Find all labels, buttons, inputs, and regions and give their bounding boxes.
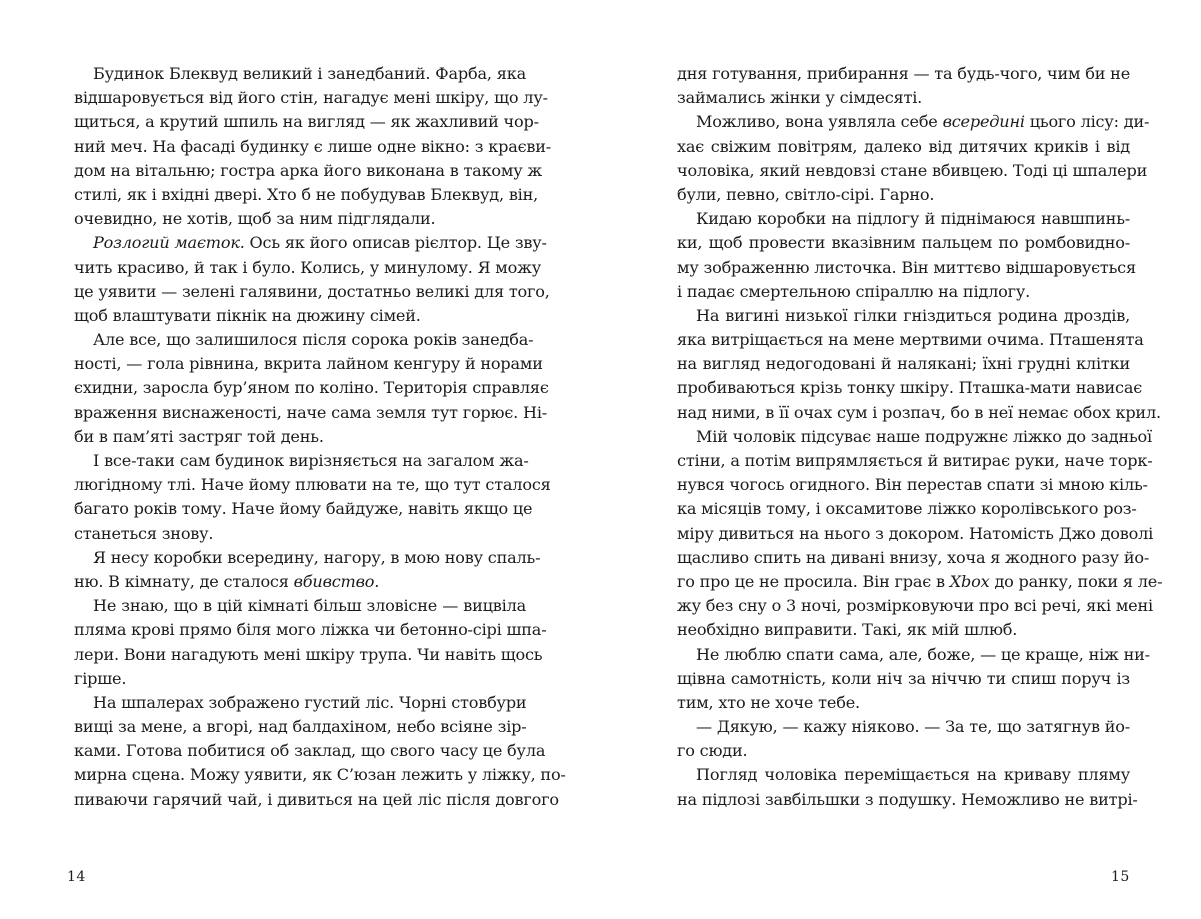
text-line: нувся чогось огидного. Він перестав спати зі мною кіль- (677, 475, 1148, 495)
text-line: відшаровується від його стін, нагадує мені шкіру, що лу- (74, 88, 548, 108)
text-line: го сюди. (677, 741, 748, 761)
text-line: щівна самотність, коли ніч за ніччю ти спиш поруч із (677, 668, 1130, 688)
text-line: єхидни, заросла бур’яном по коліно. Територія справляє (74, 378, 549, 398)
left-page-text (74, 62, 566, 812)
text-line: ками. Готова побитися об заклад, що свого часу це була (74, 741, 546, 761)
text-line: щасливо спить на дивані внизу, хоча я жодного разу йо- (677, 547, 1150, 567)
text-segment: . (374, 571, 380, 591)
text-line (677, 570, 1163, 594)
text-line: ки, щоб провести вказівним пальцем по ромбовидно- (677, 233, 1130, 253)
text-line: хає свіжим повітрям, далеко від дитячих криків і від (677, 136, 1130, 156)
text-segment: го про це не просила. Він грає в (677, 571, 950, 591)
text-line: стіни, а потім випрямляється й витирає руки, наче торк- (677, 451, 1153, 470)
text-line: ний меч. На фасаді будинку є лише одне вікно: з краєви- (74, 136, 552, 156)
text-line: Але все, що залишилося після сорока років занедба- (93, 330, 534, 350)
text-line: І все-таки сам будинок вирізняється на загалом жа- (93, 451, 529, 470)
text-line: були, певно, світло-сірі. Гарно. (677, 184, 935, 204)
text-line: дня готування, прибирання — та будь-чого, чим би не (677, 64, 1131, 83)
text-line: необхідно виправити. Такі, як мій шлюб. (677, 620, 1018, 640)
text-line: ка місяців тому, і оксамитове ліжко королівського роз- (677, 499, 1137, 519)
text-segment: цього лісу: ди- (1024, 112, 1150, 132)
text-line: займались жінки у сімдесяті. (677, 88, 923, 108)
text-line: Я несу коробки всередину, нагору, в мою нову спаль- (93, 547, 541, 567)
text-line: гірше. (74, 668, 127, 688)
text-line (74, 570, 526, 594)
text-segment: ню. В кімнату, де сталося (74, 571, 294, 591)
text-line: пиваючи гарячий чай, і дивиться на цей ліс після довгого (74, 789, 559, 809)
text-line: міру дивиться на нього з докором. Натомість Джо доволі (677, 523, 1154, 543)
text-line: люгідному тлі. Наче йому плювати на те, що тут сталося (74, 475, 551, 495)
left-page (0, 62, 600, 862)
text-segment: Можливо, вона уявляла себе (696, 112, 943, 132)
text-line: жу без сну о 3 ночі, розмірковуючи про всі речі, які мені (677, 596, 1153, 616)
text-line: би в пам’яті застряг той день. (74, 426, 324, 446)
text-line: му зображенню листочка. Він миттєво відшаровується (677, 257, 1136, 277)
italic-text: Xbox (949, 571, 990, 591)
text-line: мирна сцена. Можу уявити, як С’юзан лежить у ліжку, по- (74, 765, 566, 785)
text-line: на підлозі завбільшки з подушку. Неможливо не витрі- (677, 789, 1138, 809)
text-line (74, 231, 547, 255)
text-line: На шпалерах зображено густий ліс. Чорні стовбури (93, 692, 527, 712)
text-line: яка витріщається на мене мертвими очима. Пташенята (677, 330, 1144, 350)
text-line: — Дякую, — кажу ніяково. — За те, що затягнув йо- (696, 717, 1130, 737)
text-line: Погляд чоловіка переміщається на криваву пляму (696, 765, 1130, 785)
italic-text: всередині (942, 112, 1025, 132)
text-line: враження виснаженості, наче сама земля тут горює. Ні- (74, 402, 548, 422)
text-line: чить красиво, й так і було. Колись, у минулому. Я можу (74, 257, 541, 277)
page-number-left: 14 (67, 869, 86, 885)
right-page-text (677, 62, 1163, 812)
text-line: На вигині низької гілки гніздиться родина дроздів, (696, 305, 1130, 325)
italic-text: вбивство (293, 571, 375, 591)
text-line: на вигляд недогодовані й налякані; їхні грудні клітки (677, 354, 1130, 374)
text-line: пляма крові прямо біля мого ліжка чи бетонно-сірі шпа- (74, 620, 547, 640)
page-number-right: 15 (1111, 869, 1130, 885)
text-line: Не знаю, що в цій кімнаті більш зловісне — вицвіла (93, 596, 526, 616)
text-line: чоловіка, який невдовзі стане вбивцею. Тоді ці шпалери (677, 160, 1148, 180)
text-line: очевидно, не хотів, щоб за ним підглядали. (74, 209, 436, 229)
text-line: і падає смертельною спіраллю на підлогу. (677, 281, 1031, 301)
text-line: Мій чоловік підсуває наше подружнє ліжко до задньої (696, 426, 1152, 446)
text-line: над ними, в її очах сум і розпач, бо в неї немає обох крил. (677, 402, 1161, 422)
text-line: Кидаю коробки на підлогу й піднімаюся навшпинь- (696, 209, 1130, 229)
italic-text: Розлогий маєток. (93, 233, 245, 253)
text-line: вищі за мене, а вгорі, над балдахіном, небо всіяне зір- (74, 717, 527, 737)
text-line: Будинок Блеквуд великий і занедбаний. Фарба, яка (93, 64, 526, 83)
text-line: багато років тому. Наче йому байдуже, навіть якщо це (74, 499, 533, 519)
text-line: лери. Вони нагадують мені шкіру трупа. Чи навіть щось (74, 644, 543, 664)
text-line: станеться знову. (74, 523, 214, 543)
text-line: ності, — гола рівнина, вкрита лайном кенгуру й норами (74, 354, 543, 374)
right-page (600, 62, 1201, 862)
text-line: стилі, як і вхідні двері. Хто б не побудував Блеквуд, він, (74, 184, 539, 204)
text-line: це уявити — зелені галявини, достатньо великі для того, (74, 281, 550, 301)
text-line: щоб влаштувати пікнік на дюжину сімей. (74, 305, 421, 325)
text-line (677, 110, 1150, 134)
text-segment: Ось як його описав рієлтор. Це зву- (244, 233, 547, 253)
text-line: пробиваються крізь тонку шкіру. Пташка-мати нависає (677, 378, 1143, 398)
text-line: Не люблю спати сама, але, боже, — це краще, ніж ни- (696, 644, 1150, 664)
text-line: тим, хто не хоче тебе. (677, 692, 860, 712)
text-line: дом на вітальню; гостра арка його виконана в такому ж (74, 160, 543, 180)
text-segment: до ранку, поки я ле- (989, 571, 1163, 591)
text-line: щиться, а крутий шпиль на вигляд — як жахливий чор- (74, 112, 539, 132)
